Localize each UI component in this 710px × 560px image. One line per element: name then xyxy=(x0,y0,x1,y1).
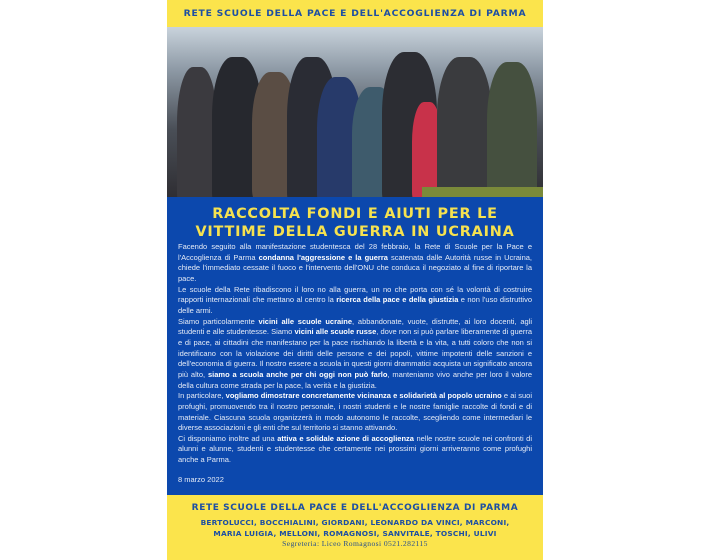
top-banner xyxy=(167,0,543,27)
text: , manteniamo vivo anche per loro il valore della cultura come strada per la pace, la verità e la giustizia. xyxy=(178,369,532,390)
bold-text: condanna l'aggressione e la guerra xyxy=(258,252,388,262)
date: 8 marzo 2022 xyxy=(178,474,224,484)
paragraph xyxy=(178,434,532,466)
paragraph xyxy=(178,391,532,434)
schools-list xyxy=(167,517,543,539)
text: nelle nostre scuole nei confronti di alunni e alunne, studenti e studentesse che certamente nei prossimi giorni arriveranno come profughi anche a Parma. xyxy=(178,433,532,465)
schools-line-1: BERTOLUCCI, BOCCHIALINI, GIORDANI, LEONARDO DA VINCI, MARCONI, xyxy=(200,517,510,527)
footer-title: RETE SCUOLE DELLA PACE E DELL'ACCOGLIENZA DI PARMA xyxy=(191,502,519,513)
headline xyxy=(178,205,532,241)
appeal-panel xyxy=(167,197,543,495)
text: e ai suoi profughi, promuovendo tra il nostro personale, i nostri studenti e le nostre famiglie raccolte di fondi e di materiale. Ciascuna scuola organizzerà in modo autonomo le raccolte, scegliendo come intermediari le diverse associazioni e gli enti che sul territorio si stanno attivando. xyxy=(178,391,532,433)
schools-line-2: MARIA LUIGIA, MELLONI, ROMAGNOSI, SANVITALE, TOSCHI, ULIVI xyxy=(213,528,497,538)
paragraph xyxy=(178,242,532,285)
refugees-photo xyxy=(167,27,543,197)
paragraph xyxy=(178,317,532,392)
text: Facendo seguito alla manifestazione studentesca del 28 febbraio, la Rete di Scuole per la Pace e l'Accoglienza di Parma xyxy=(178,242,532,262)
headline-line-1: RACCOLTA FONDI E AIUTI PER LE xyxy=(212,206,498,222)
appeal-text xyxy=(178,242,532,466)
text: Le scuole della Rete ribadiscono il loro no alla guerra, un no che porta con sé la volontà di costruire rapporti internazionali che mettano al centro la xyxy=(178,284,532,305)
text: e non l'uso distruttivo delle armi. xyxy=(178,295,532,315)
bold-text: siamo a scuola anche per chi oggi non può farlo xyxy=(207,369,388,379)
bold-text: vicini alle scuole ucraine xyxy=(258,316,353,326)
text: Siamo particolarmente xyxy=(178,316,259,326)
bold-text: attiva e solidale azione di accoglienza xyxy=(277,433,414,443)
bold-text: vicini alle scuole russe xyxy=(294,327,377,337)
bold-text: ricerca della pace e della giustizia xyxy=(336,295,459,305)
text: In particolare, xyxy=(178,391,226,401)
text: Ci disponiamo inoltre ad una xyxy=(178,433,278,443)
flyer xyxy=(167,0,543,560)
secretariat: Segreteria: Liceo Romagnosi 0521.282115 xyxy=(282,538,428,548)
headline-line-2: VITTIME DELLA GUERRA IN UCRAINA xyxy=(195,224,515,240)
bold-text: vogliamo dimostrare concretamente vicinanza e solidarietà al popolo ucraino xyxy=(225,391,502,401)
text: , abbandonate, vuote, distrutte, ai loro docenti, agli studenti e alle studentesse. Siamo xyxy=(178,316,532,337)
text: scatenata dalle Autorità russe in Ucraina, chiede l'immediato cessate il fuoco e l'intervento dell'ONU che conduca il negoziato al fine di riportare la pace. xyxy=(178,252,532,283)
footer-banner xyxy=(167,495,543,560)
network-title: RETE SCUOLE DELLA PACE E DELL'ACCOGLIENZA DI PARMA xyxy=(183,8,527,19)
text: , dove non si può parlare liberamente di guerra e di pace, ai cittadini che manifestano per la pace rischiando la libertà e la vita, a tutti coloro che non si identificano con la violazione dei diritti delle persone e dei popoli, vittime impotenti delle sanzioni e dell'economia di guerra. Il nostro essere a scuola in questi giorni drammatici acquista un significato ancora più alto, xyxy=(178,327,532,379)
paragraph xyxy=(178,285,532,317)
